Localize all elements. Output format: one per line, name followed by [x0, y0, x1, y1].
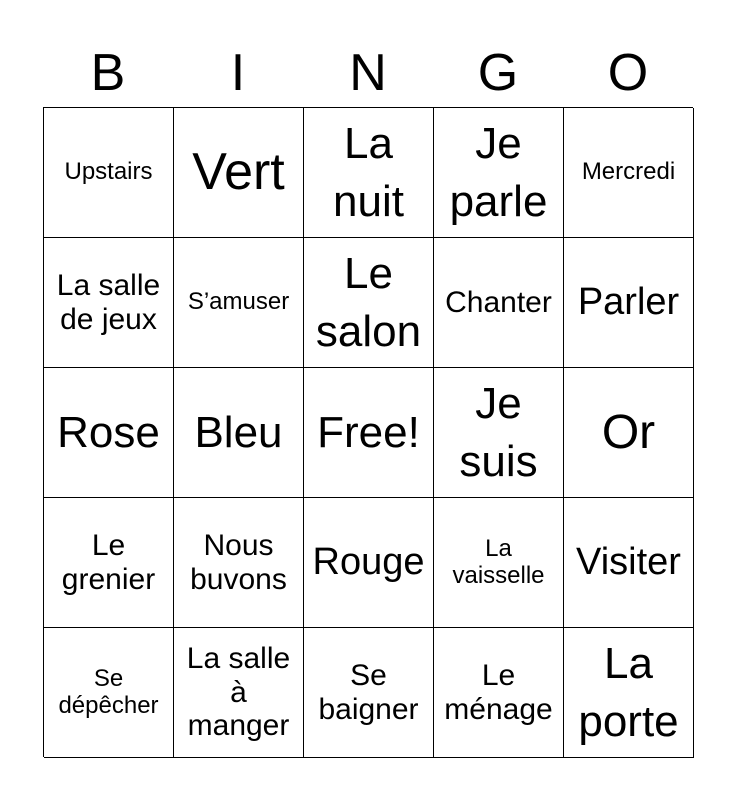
bingo-cell[interactable]: Upstairs	[44, 108, 174, 238]
header-letter-n: N	[349, 44, 387, 102]
header-letter-i: I	[230, 44, 246, 102]
bingo-cell[interactable]: Rose	[44, 368, 174, 498]
bingo-cell[interactable]: La salle à manger	[174, 628, 304, 758]
bingo-cell[interactable]: Mercredi	[564, 108, 694, 238]
bingo-cell[interactable]: Le grenier	[44, 498, 174, 628]
bingo-cell[interactable]: Rouge	[304, 498, 434, 628]
bingo-cell[interactable]: Je suis	[434, 368, 564, 498]
bingo-cell[interactable]: Je parle	[434, 108, 564, 238]
bingo-cell[interactable]: Se baigner	[304, 628, 434, 758]
bingo-cell[interactable]: S’amuser	[174, 238, 304, 368]
bingo-header	[43, 40, 693, 106]
bingo-cell[interactable]: Le ménage	[434, 628, 564, 758]
bingo-cell[interactable]: La nuit	[304, 108, 434, 238]
bingo-cell[interactable]: La salle de jeux	[44, 238, 174, 368]
header-letter-o: O	[607, 44, 649, 102]
header-letter-g: G	[477, 44, 519, 102]
bingo-cell[interactable]: Parler	[564, 238, 694, 368]
header-letter-b: B	[90, 44, 126, 102]
bingo-cell[interactable]: Se dépêcher	[44, 628, 174, 758]
bingo-cell[interactable]: Nous buvons	[174, 498, 304, 628]
bingo-board	[43, 107, 693, 757]
bingo-cell[interactable]: Chanter	[434, 238, 564, 368]
bingo-cell[interactable]: Vert	[174, 108, 304, 238]
bingo-cell[interactable]: Le salon	[304, 238, 434, 368]
bingo-cell[interactable]: Bleu	[174, 368, 304, 498]
bingo-cell[interactable]: Visiter	[564, 498, 694, 628]
bingo-cell[interactable]: Or	[564, 368, 694, 498]
bingo-cell[interactable]: La vaisselle	[434, 498, 564, 628]
free-space-cell[interactable]: Free!	[304, 368, 434, 498]
bingo-cell[interactable]: La porte	[564, 628, 694, 758]
